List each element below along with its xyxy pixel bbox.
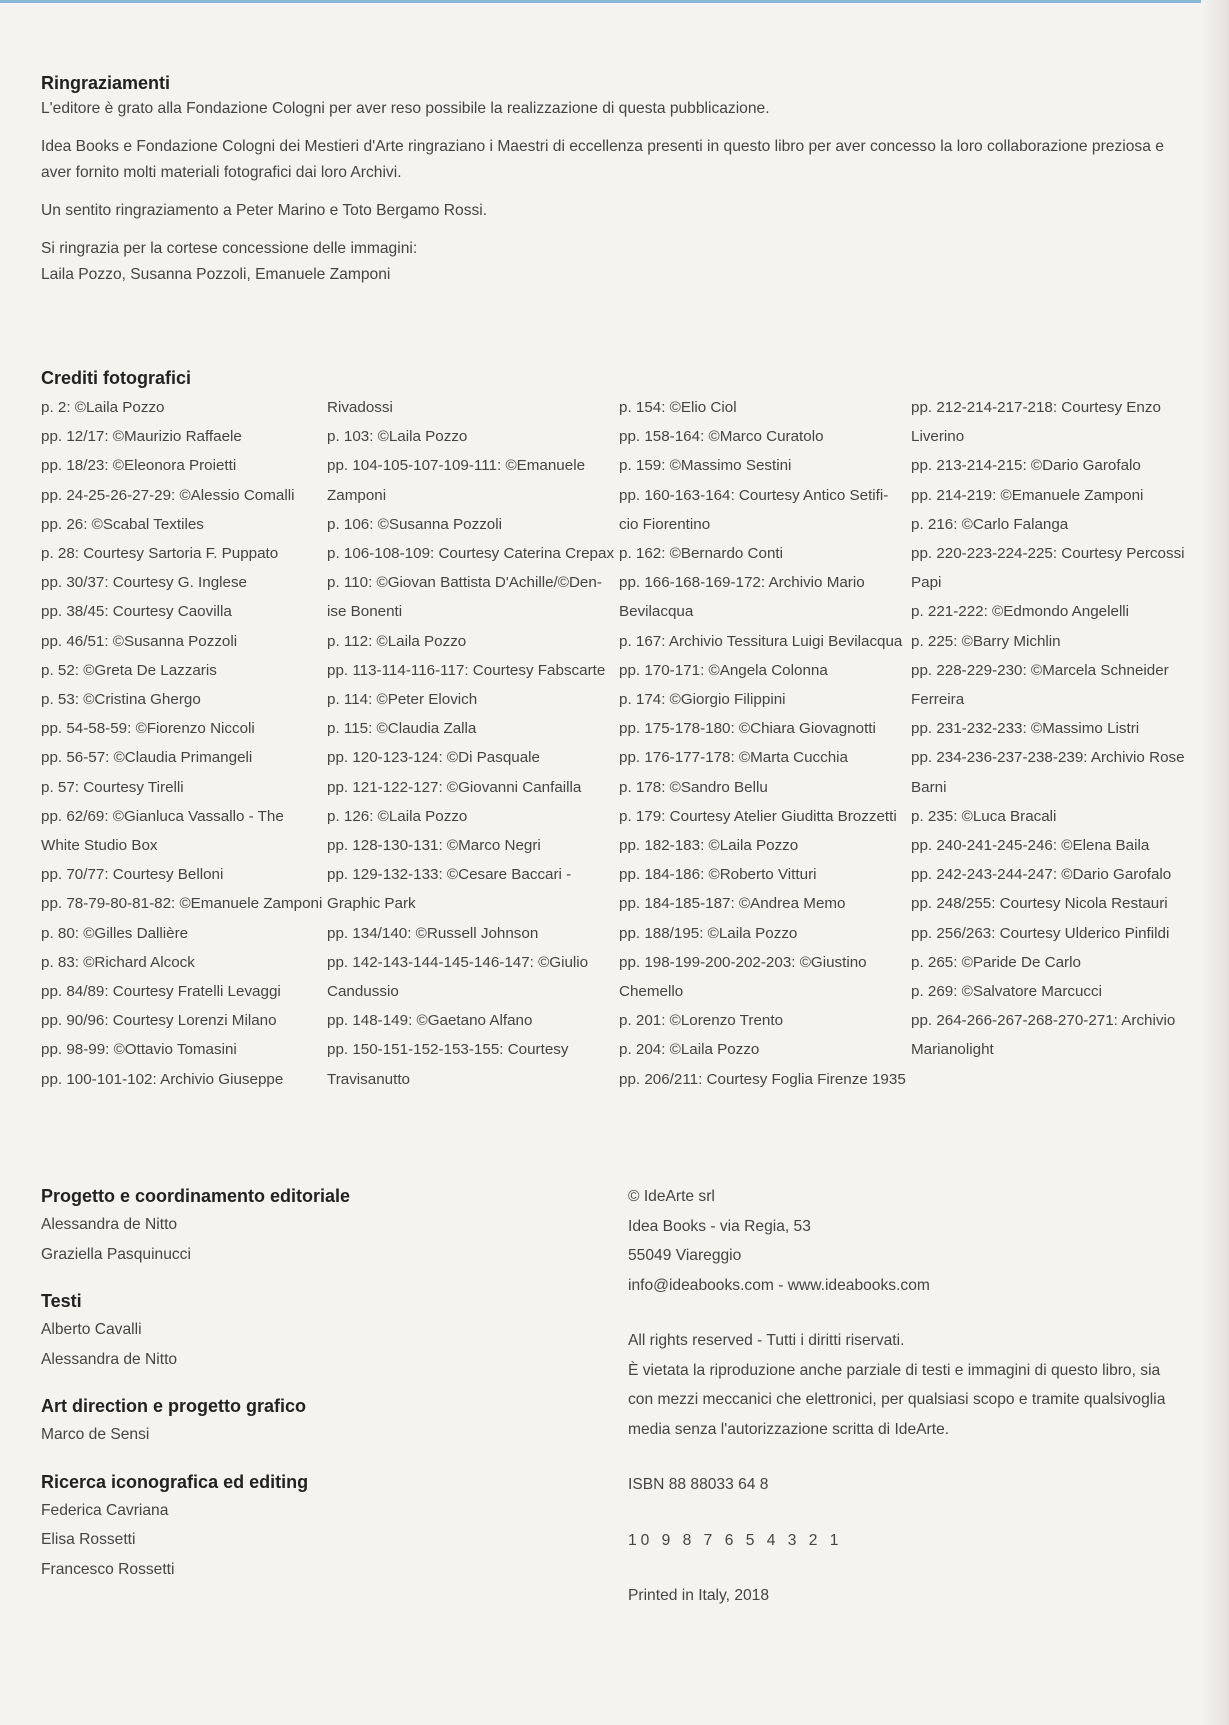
credit-line: Chemello (619, 983, 684, 1001)
acknowledgements-paragraph: Idea Books e Fondazione Cologni dei Mestieri d'Arte ringraziano i Maestri di eccellenza presenti in questo libro per aver concesso la loro collaborazione preziosa e aver fornito molti materiali fotografici dai loro Archivi. (41, 138, 1164, 181)
credit-line: Liverino (911, 428, 965, 446)
credit-line: p. 52: ©Greta De Lazzaris (41, 661, 217, 679)
rights-line: All rights reserved - Tutti i diritti riservati. (628, 1332, 905, 1349)
credit-line: p. 115: ©Claudia Zalla (327, 720, 477, 738)
credit-line: Marianolight (911, 1041, 994, 1059)
credit-line: pp. 24-25-26-27-29: ©Alessio Comalli (41, 486, 295, 504)
credit-line: p. 167: Archivio Tessitura Luigi Bevilacqua (619, 632, 903, 650)
isbn-line: ISBN 88 88033 64 8 (628, 1476, 769, 1493)
staff-name: Alberto Cavalli (41, 1321, 142, 1338)
credit-line: p. 114: ©Peter Elovich (327, 691, 478, 709)
credit-line: pp. 220-223-224-225: Courtesy Percossi (911, 545, 1185, 563)
acknowledgements-paragraph: Un sentito ringraziamento a Peter Marino e Toto Bergamo Rossi. (41, 202, 488, 219)
credit-line: p. 265: ©Paride De Carlo (911, 953, 1081, 971)
credits-column-1 (41, 393, 327, 1094)
images-names: Laila Pozzo, Susanna Pozzoli, Emanuele Zamponi (41, 266, 391, 283)
staff-group-iconography (41, 1468, 601, 1585)
credit-line: p. 80: ©Gilles Dallière (41, 924, 189, 942)
credit-line: pp. 240-241-245-246: ©Elena Baila (911, 837, 1150, 855)
credit-line: pp. 18/23: ©Eleonora Proietti (41, 457, 237, 475)
credit-line: pp. 113-114-116-117: Courtesy Fabscarte (327, 661, 606, 679)
credit-line: Bevilacqua (619, 603, 694, 621)
credit-line: pp. 120-123-124: ©Di Pasquale (327, 749, 540, 767)
credit-line: pp. 248/255: Courtesy Nicola Restauri (911, 895, 1168, 913)
credit-line: ise Bonenti (327, 603, 403, 621)
credit-line: pp. 198-199-200-202-203: ©Giustino (619, 953, 867, 971)
credit-line: pp. 166-168-169-172: Archivio Mario (619, 574, 865, 592)
credit-line: pp. 212-214-217-218: Courtesy Enzo (911, 399, 1161, 416)
credit-line: p. 53: ©Cristina Ghergo (41, 691, 201, 709)
staff-name: Francesco Rossetti (41, 1560, 175, 1578)
credit-line: pp. 148-149: ©Gaetano Alfano (327, 1012, 533, 1030)
credit-line: p. 106-108-109: Courtesy Caterina Crepax (327, 545, 615, 563)
credit-line: pp. 160-163-164: Courtesy Antico Setifi- (619, 486, 889, 504)
credit-line: Rivadossi (327, 399, 393, 416)
staff-group-art-direction (41, 1392, 601, 1450)
city-line: 55049 Viareggio (628, 1247, 742, 1264)
credit-line: pp. 100-101-102: Archivio Giuseppe (41, 1070, 284, 1088)
staff-group-editorial (41, 1182, 601, 1269)
credit-line: p. 178: ©Sandro Bellu (619, 778, 768, 796)
credits-column-2 (327, 393, 619, 1094)
staff-group-heading: Testi (41, 1291, 82, 1311)
credit-line: pp. 188/195: ©Laila Pozzo (619, 924, 798, 942)
credit-line: Candussio (327, 983, 399, 1001)
credit-line: p. 216: ©Carlo Falanga (911, 515, 1069, 533)
credit-line: pp. 228-229-230: ©Marcela Schneider (911, 661, 1169, 679)
staff-name: Alessandra de Nitto (41, 1350, 178, 1368)
credit-line: pp. 84/89: Courtesy Fratelli Levaggi (41, 983, 281, 1001)
credit-line: pp. 264-266-267-268-270-271: Archivio (911, 1012, 1176, 1030)
acknowledgements-paragraph: L'editore è grato alla Fondazione Cologni per aver reso possibile la realizzazione di questa pubblicazione. (41, 100, 770, 117)
page-edge-shadow (1201, 0, 1229, 1725)
credit-line: p. 221-222: ©Edmondo Angelelli (911, 603, 1130, 621)
credit-line: p. 83: ©Richard Alcock (41, 953, 195, 971)
credit-line: pp. 256/263: Courtesy Ulderico Pinfildi (911, 924, 1170, 942)
credit-line: pp. 54-58-59: ©Fiorenzo Niccoli (41, 720, 255, 738)
rights-block (628, 1326, 1188, 1444)
credit-line: p. 269: ©Salvatore Marcucci (911, 983, 1102, 1001)
credit-line: White Studio Box (41, 837, 158, 855)
credit-line: Ferreira (911, 691, 965, 709)
printed-line: Printed in Italy, 2018 (628, 1587, 770, 1604)
contact-line: info@ideabooks.com - www.ideabooks.com (628, 1276, 930, 1294)
photo-credits-columns (41, 393, 1201, 1094)
credit-line: pp. 134/140: ©Russell Johnson (327, 924, 539, 942)
credit-line: p. 126: ©Laila Pozzo (327, 807, 468, 825)
credit-line: pp. 38/45: Courtesy Caovilla (41, 603, 232, 621)
credit-line: p. 154: ©Elio Ciol (619, 399, 737, 416)
staff-name: Graziella Pasquinucci (41, 1245, 191, 1263)
credit-line: pp. 234-236-237-238-239: Archivio Rose (911, 749, 1185, 767)
credit-line: p. 103: ©Laila Pozzo (327, 428, 468, 446)
credit-line: p. 225: ©Barry Michlin (911, 632, 1061, 650)
credit-line: pp. 170-171: ©Angela Colonna (619, 661, 828, 679)
printing-number-line: 10 9 8 7 6 5 4 3 2 1 (628, 1531, 843, 1549)
credit-line: pp. 78-79-80-81-82: ©Emanuele Zamponi (41, 895, 323, 913)
credits-column-4 (911, 393, 1201, 1094)
credit-line: pp. 206/211: Courtesy Foglia Firenze 1935 (619, 1070, 906, 1088)
credit-line: Travisanutto (327, 1070, 411, 1088)
staff-group-texts (41, 1287, 601, 1374)
photo-credits-section (41, 365, 1201, 1094)
credit-line: pp. 121-122-127: ©Giovanni Canfailla (327, 778, 582, 796)
credit-line: Barni (911, 778, 947, 796)
credit-line: p. 204: ©Laila Pozzo (619, 1041, 760, 1059)
credit-line: p. 112: ©Laila Pozzo (327, 632, 467, 650)
credit-line: pp. 184-186: ©Roberto Vitturi (619, 866, 817, 884)
staff-group-heading: Ricerca iconografica ed editing (41, 1471, 309, 1492)
credit-line: Graphic Park (327, 895, 416, 913)
address-line: Idea Books - via Regia, 53 (628, 1217, 811, 1235)
staff-section (41, 1182, 601, 1602)
credit-line: pp. 150-151-152-153-155: Courtesy (327, 1041, 569, 1059)
credit-line: p. 162: ©Bernardo Conti (619, 545, 784, 563)
credit-line: pp. 26: ©Scabal Textiles (41, 515, 204, 533)
reproduction-notice: È vietata la riproduzione anche parziale di testi e immagini di questo libro, sia con mezzi meccanici che elettronici, per qualsiasi scopo e tramite qualsivoglia media senza l'autorizzazione scritta di IdeArte. (628, 1361, 1166, 1438)
credit-line: pp. 56-57: ©Claudia Primangeli (41, 749, 253, 767)
publisher-address-block (628, 1182, 1188, 1300)
credit-line: pp. 231-232-233: ©Massimo Listri (911, 720, 1140, 738)
credit-line: Zamponi (327, 486, 387, 504)
staff-name: Alessandra de Nitto (41, 1216, 178, 1233)
publisher-section (628, 1182, 1188, 1611)
credit-line: pp. 70/77: Courtesy Belloni (41, 866, 224, 884)
credit-line: pp. 184-185-187: ©Andrea Memo (619, 895, 846, 913)
images-intro: Si ringrazia per la cortese concessione delle immagini: (41, 240, 418, 257)
staff-name: Federica Cavriana (41, 1501, 169, 1519)
credit-line: pp. 182-183: ©Laila Pozzo (619, 837, 799, 855)
credit-line: pp. 176-177-178: ©Marta Cucchia (619, 749, 849, 767)
credit-line: p. 28: Courtesy Sartoria F. Puppato (41, 545, 279, 563)
credit-line: p. 201: ©Lorenzo Trento (619, 1012, 784, 1030)
copyright-line: © IdeArte srl (628, 1188, 715, 1205)
credit-line: pp. 158-164: ©Marco Curatolo (619, 428, 824, 446)
staff-group-heading: Progetto e coordinamento editoriale (41, 1186, 351, 1206)
credit-line: pp. 98-99: ©Ottavio Tomasini (41, 1041, 237, 1059)
credit-line: cio Fiorentino (619, 515, 711, 533)
credit-line: pp. 128-130-131: ©Marco Negri (327, 837, 541, 855)
credit-line: pp. 142-143-144-145-146-147: ©Giulio (327, 953, 589, 971)
credit-line: pp. 12/17: ©Maurizio Raffaele (41, 428, 242, 446)
credit-line: pp. 62/69: ©Gianluca Vassallo - The (41, 807, 284, 825)
credit-line: p. 179: Courtesy Atelier Giuditta Brozzetti (619, 807, 897, 825)
credit-line: Papi (911, 574, 942, 592)
credit-line: p. 174: ©Giorgio Filippini (619, 691, 786, 709)
credit-line: pp. 175-178-180: ©Chiara Giovagnotti (619, 720, 876, 738)
top-edge-line (0, 0, 1229, 3)
credits-column-3 (619, 393, 911, 1094)
credit-line: pp. 46/51: ©Susanna Pozzoli (41, 632, 238, 650)
photo-credits-heading: Crediti fotografici (41, 368, 192, 388)
credit-line: pp. 30/37: Courtesy G. Inglese (41, 574, 247, 592)
credit-line: pp. 90/96: Courtesy Lorenzi Milano (41, 1012, 277, 1030)
credit-line: pp. 104-105-107-109-111: ©Emanuele (327, 457, 586, 475)
staff-group-heading: Art direction e progetto grafico (41, 1396, 307, 1416)
staff-name: Elisa Rossetti (41, 1531, 136, 1548)
credit-line: p. 57: Courtesy Tirelli (41, 778, 184, 796)
acknowledgements-heading: Ringraziamenti (41, 73, 171, 93)
credit-line: p. 235: ©Luca Bracali (911, 807, 1057, 825)
credit-line: p. 2: ©Laila Pozzo (41, 399, 165, 416)
credit-line: pp. 242-243-244-247: ©Dario Garofalo (911, 866, 1172, 884)
credit-line: p. 159: ©Massimo Sestini (619, 457, 792, 475)
credit-line: pp. 214-219: ©Emanuele Zamponi (911, 486, 1144, 504)
acknowledgements-section (41, 70, 1191, 288)
credit-line: pp. 129-132-133: ©Cesare Baccari - (327, 866, 572, 884)
credit-line: p. 110: ©Giovan Battista D'Achille/©Den- (327, 574, 602, 592)
credit-line: pp. 213-214-215: ©Dario Garofalo (911, 457, 1141, 475)
credit-line: p. 106: ©Susanna Pozzoli (327, 515, 502, 533)
staff-name: Marco de Sensi (41, 1426, 150, 1443)
